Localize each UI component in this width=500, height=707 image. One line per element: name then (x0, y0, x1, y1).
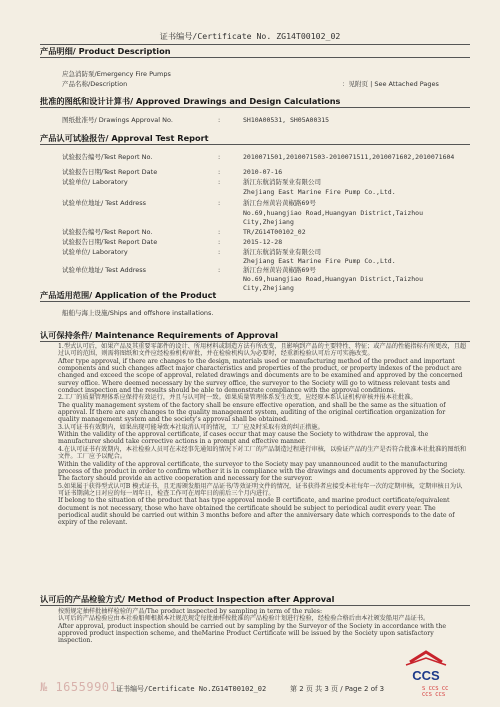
divider (40, 107, 470, 108)
test-report-row-label: 试验报告日期/Test Report Date (62, 168, 158, 176)
test-report-row-value: Zhejiang East Marine Fire Pump Co.,Ltd. (243, 257, 396, 265)
logo-text: CCS (412, 668, 440, 683)
test-report-row-value: 2010-07-16 (243, 168, 283, 176)
paragraph: 5.如果属于获得型式认可B 模式证书，且无需颁发船用产品证书/等效证明文件的情况，证书获得者应接受本社每年一次的定期审核，定期审核日为认可证书期满之日对应的每一周年日，检查工作可在周年日的前后三个月内进行。 (58, 482, 463, 497)
test-report-row-value: 浙江东航消防泵业有限公司 (243, 178, 321, 186)
paragraph: 按照规定抽样批抽样检验的产品/The product inspected by sampling in term of the rules: (58, 608, 323, 615)
colon: : (218, 116, 221, 124)
colon: : (218, 168, 221, 176)
paragraph: 3.认可证书有效期内，如果出现可能导致本社取消认可的情况，工厂应及时采取有效的纠正措施。 (58, 423, 324, 431)
colon: : (218, 153, 221, 161)
maintenance-title: 认可保持条件/ Maintenance Requirements of Approval (40, 330, 279, 340)
stamp-line: S CCS CC (422, 686, 449, 692)
footer-certificate-no: 证书编号/Certificate No.ZG14T00102_02 (116, 685, 267, 693)
paragraph: 1.型式认可后，如果产品及其重要零部件的设计、所用材料或制造方法有所改变，且影响到产品的主要特性、特征；或产品的性能指标有所更改，且超过认可的范围，则需将图纸和文件应经检验机构审批，并在检验机构认为必要时，经重新检验认可后方可实施改变。 (58, 343, 467, 358)
test-report-row-value: 2015-12-28 (243, 238, 283, 246)
test-report-row-label: 试验单位/ Laboratory (62, 178, 128, 186)
paragraph: Within the validity of the approval certificate, the surveyor to the Society may pay unannounced audit to the manufacturing process of the product in order to confirm whether it is in compliance with the drawings and documents approved by the Society. The factory should provide an active cooperation and necessary for the surveyor. (58, 460, 466, 483)
page-indicator: 第 2 页 共 3 页 / Page 2 of 3 (290, 685, 385, 693)
drawings-approval-value: SH10A00531, SH05A00315 (243, 116, 330, 124)
test-report-row-value: TR/ZG14T00102_02 (243, 228, 306, 236)
seal-stamp (422, 686, 482, 702)
test-report-row-value: 2010071501,2010071503-2010071511,2010071602,2010071604 (243, 153, 455, 161)
divider (40, 57, 470, 58)
test-report-row-value: City,Zhejiang (243, 218, 294, 226)
colon: : (218, 238, 221, 246)
paragraph: 2.工厂的质量管理体系应保持有效运行，并且与认可时一致。如果质量管理体系发生改变，应经原本系认证机构审核并报本社批准。 (58, 394, 417, 402)
divider (40, 301, 470, 302)
maintenance-text (58, 343, 468, 527)
header-divider (40, 44, 470, 45)
paragraph: The quality management system of the factory shall be ensure effective operation, and shall be the same as the situation of approval. If there are any changes to the quality management system, auditing of the original certification organization for quality management system and the society's approval shall be obtained. (58, 401, 446, 424)
serial-number: № 16559901 (40, 680, 118, 694)
test-report-row-value: Zhejiang East Marine Fire Pump Co.,Ltd. (243, 188, 396, 196)
test-report-row-value: City,Zhejiang (243, 284, 294, 292)
test-report-row-label: 试验报告编号/Test Report No. (62, 228, 153, 236)
product-description-title: 产品明细/ Product Description (40, 46, 171, 56)
colon: : (218, 199, 221, 207)
certificate-header: 证书编号/Certificate No. ZG14T00102_02 (159, 31, 341, 41)
test-report-row-value: No.69,huangjiao Road,Huangyan District,Taizhou (243, 275, 424, 283)
approval-test-report-title: 产品认可试验报告/ Approval Test Report (40, 133, 209, 143)
paragraph: Within the validity of the approval certificate, if cases occur that may cause the Society to withdraw the approval, the manufacturer should take corrective actions in a prompt and effective manner. (58, 431, 429, 446)
colon: : (218, 266, 221, 274)
test-report-row-value: 浙江台州黄岩黄椒路69号 (243, 199, 316, 207)
product-line-2: 产品名称/Description (62, 80, 128, 88)
test-report-row-value: 浙江东航消防泵业有限公司 (243, 248, 321, 256)
stamp-line: CCS CCS (422, 692, 446, 698)
paragraph: 认可后的产品检验应由本社验船师根据本社规范规定每批抽样按批准的产品检验计划进行检验，经检验合格后由本社颁发船用产品证书。 (58, 615, 430, 623)
divider (40, 341, 470, 342)
inspection-text (58, 608, 468, 645)
application-text: 船舶与海上设施/Ships and offshore installations. (62, 309, 214, 317)
ccs-logo-icon (402, 648, 450, 684)
colon: : (218, 228, 221, 236)
test-report-row-value: No.69,huangjiao Road,Huangyan District,Taizhou (243, 209, 424, 217)
test-report-row-label: 试验单位/ Laboratory (62, 248, 128, 256)
test-report-row-label: 试验单位地址/ Test Address (62, 199, 147, 207)
colon: : (218, 248, 221, 256)
paragraph: After type approval, if there are changes to the design, materials used or manufacturing method of the product and important components and such changes affect major characteristics and properties of the product, or property indexes of the product are changed and exceed the scope of approval, related drawings and documents are to be examined and approved by the concerned survey office. Where deemed necessary by the survey office, the surveyor to the Society will go to witness relevant tests and conduct inspection and the results should be able to demonstrate compliance with the approval conditions. (58, 357, 463, 395)
paragraph: After approval, product inspection should be carried out by sampling by the Surveyor of the Society in accordance with the approved product inspection scheme, and theMarine Product Certificate will be issued by the Society upon satisfactory inspection. (58, 622, 447, 645)
drawings-title: 批准的图纸和设计计算书/ Approved Drawings and Design Calculations (40, 96, 341, 106)
divider (40, 605, 470, 606)
paragraph: 4.在认可证书有效期内，本社检验人员可在未经事先通知的情况下对工厂的产品制造过程进行审核，以验证产品的生产是否符合批准本社批准的图纸和文件。工厂应予以配合。 (58, 445, 467, 461)
test-report-row-label: 试验单位地址/ Test Address (62, 266, 147, 274)
application-title: 产品适用范围/ Application of the Product (40, 290, 217, 300)
paragraph: If belong to the situation of the product that has type approval mode B certificate, and marine product certificate/equivalent document is not necessary, those who have obtained the certificate should be subject to periodical audit every year. The periodical audit should be carried out within 3 months before and after the anniversary date which corresponds to the date of expiry of the relevant. (58, 497, 455, 527)
see-attached-pages: ：见附页 | See Attached Pages (342, 80, 439, 88)
test-report-row-label: 试验报告日期/Test Report Date (62, 238, 158, 246)
divider (40, 144, 470, 145)
product-line-1: 应急消防泵/Emergency Fire Pumps (62, 70, 171, 78)
drawings-approval-label: 图纸批准号/ Drawings Approval No. (62, 116, 173, 124)
test-report-row-label: 试验报告编号/Test Report No. (62, 153, 153, 161)
inspection-title: 认可后的产品检验方式/ Method of Product Inspection after Approval (40, 594, 335, 604)
colon: : (218, 178, 221, 186)
test-report-row-value: 浙江台州黄岩黄椒路69号 (243, 266, 316, 274)
